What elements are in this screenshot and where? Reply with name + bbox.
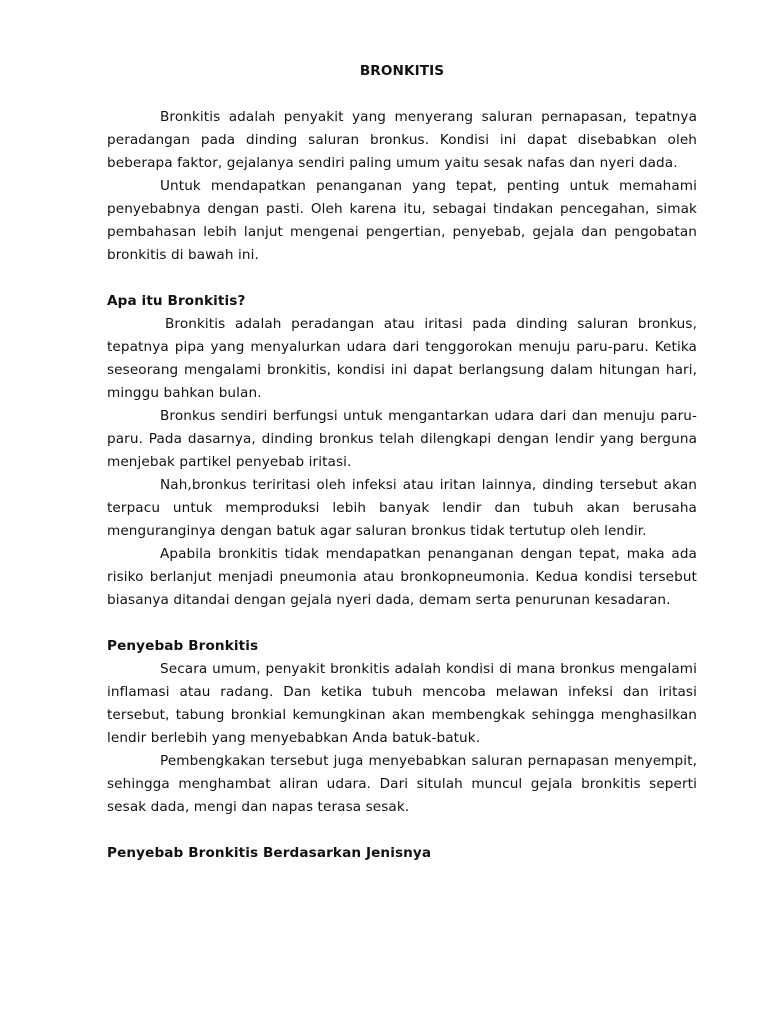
section2-paragraph-2: Pembengkakan tersebut juga menyebabkan saluran pernapasan menyempit, sehingga menghambat aliran udara. Dari situlah muncul gejala bronkitis seperti sesak dada, mengi dan napas terasa sesak. xyxy=(107,753,697,815)
document-title: BRONKITIS xyxy=(359,63,445,79)
document-body xyxy=(107,60,697,865)
section-heading-penyebab: Penyebab Bronkitis xyxy=(107,638,259,654)
section1-paragraph-4: Apabila bronkitis tidak mendapatkan penanganan dengan tepat, maka ada risiko berlanjut menjadi pneumonia atau bronkopneumonia. Kedua kondisi tersebut biasanya ditandai dengan gejala nyeri dada, demam serta penurunan kesadaran. xyxy=(107,546,697,608)
section2-paragraph-1: Secara umum, penyakit bronkitis adalah kondisi di mana bronkus mengalami inflamasi atau radang. Dan ketika tubuh mencoba melawan infeksi dan iritasi tersebut, tabung bronkial kemungkinan akan membengkak sehingga menghasilkan lendir berlebih yang menyebabkan Anda batuk-batuk. xyxy=(107,661,697,746)
intro-paragraph-2: Untuk mendapatkan penanganan yang tepat, penting untuk memahami penyebabnya dengan pasti. Oleh karena itu, sebagai tindakan pencegahan, simak pembahasan lebih lanjut mengenai pengertian, penyebab, gejala dan pengobatan bronkitis di bawah ini. xyxy=(107,178,697,263)
section1-paragraph-2: Bronkus sendiri berfungsi untuk mengantarkan udara dari dan menuju paru-paru. Pada dasarnya, dinding bronkus telah dilengkapi dengan lendir yang berguna menjebak partikel penyebab iritasi. xyxy=(107,408,697,470)
section1-paragraph-3: Nah,bronkus teriritasi oleh infeksi atau iritan lainnya, dinding tersebut akan terpacu untuk memproduksi lebih banyak lendir dan tubuh akan berusaha menguranginya dengan batuk agar saluran bronkus tidak tertutup oleh lendir. xyxy=(107,477,697,539)
section-heading-apa-itu: Apa itu Bronkitis? xyxy=(107,293,246,309)
section-heading-penyebab-jenis: Penyebab Bronkitis Berdasarkan Jenisnya xyxy=(107,845,432,861)
intro-paragraph-1: Bronkitis adalah penyakit yang menyerang saluran pernapasan, tepatnya peradangan pada dinding saluran bronkus. Kondisi ini dapat disebabkan oleh beberapa faktor, gejalanya sendiri paling umum yaitu sesak nafas dan nyeri dada. xyxy=(107,109,697,171)
section1-paragraph-1: Bronkitis adalah peradangan atau iritasi pada dinding saluran bronkus, tepatnya pipa yang menyalurkan udara dari tenggorokan menuju paru-paru. Ketika seseorang mengalami bronkitis, kondisi ini dapat berlangsung dalam hitungan hari, minggu bahkan bulan. xyxy=(107,316,697,401)
